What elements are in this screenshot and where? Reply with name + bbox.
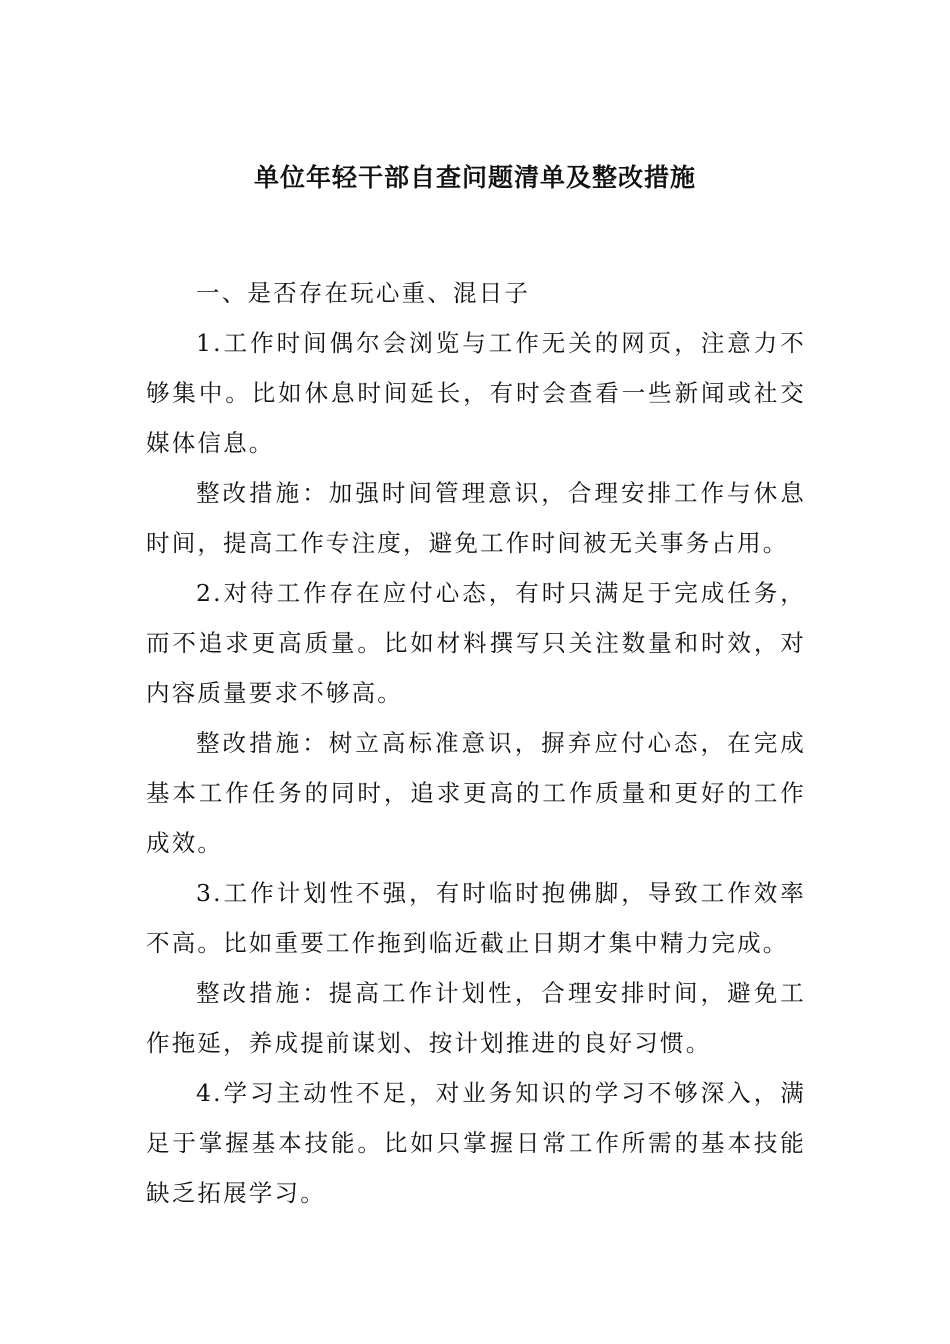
issue-paragraph-4: 4.学习主动性不足，对业务知识的学习不够深入，满足于掌握基本技能。比如只掌握日常工作所需的基本技能缺乏拓展学习。 <box>146 1079 806 1207</box>
document-title: 单位年轻干部自查问题清单及整改措施 <box>253 163 696 192</box>
issue-paragraph-2: 2.对待工作存在应付心态，有时只满足于完成任务，而不追求更高质量。比如材料撰写只关注数量和时效，对内容质量要求不够高。 <box>146 579 806 707</box>
issue-paragraph-1: 1.工作时间偶尔会浏览与工作无关的网页，注意力不够集中。比如休息时间延长，有时会查看一些新闻或社交媒体信息。 <box>146 329 806 457</box>
section-heading: 一、是否存在玩心重、混日子 <box>196 279 531 307</box>
issue-paragraph-3: 3.工作计划性不强，有时临时抱佛脚，导致工作效率不高。比如重要工作拖到临近截止日期才集中精力完成。 <box>146 879 806 957</box>
document-body <box>146 268 806 1218</box>
measure-paragraph-2: 整改措施：树立高标准意识，摒弃应付心态，在完成基本工作任务的同时，追求更高的工作质量和更好的工作成效。 <box>146 729 806 857</box>
measure-paragraph-3: 整改措施：提高工作计划性，合理安排时间，避免工作拖延，养成提前谋划、按计划推进的良好习惯。 <box>146 979 806 1057</box>
measure-paragraph-1: 整改措施：加强时间管理意识，合理安排工作与休息时间，提高工作专注度，避免工作时间被无关事务占用。 <box>146 479 806 557</box>
